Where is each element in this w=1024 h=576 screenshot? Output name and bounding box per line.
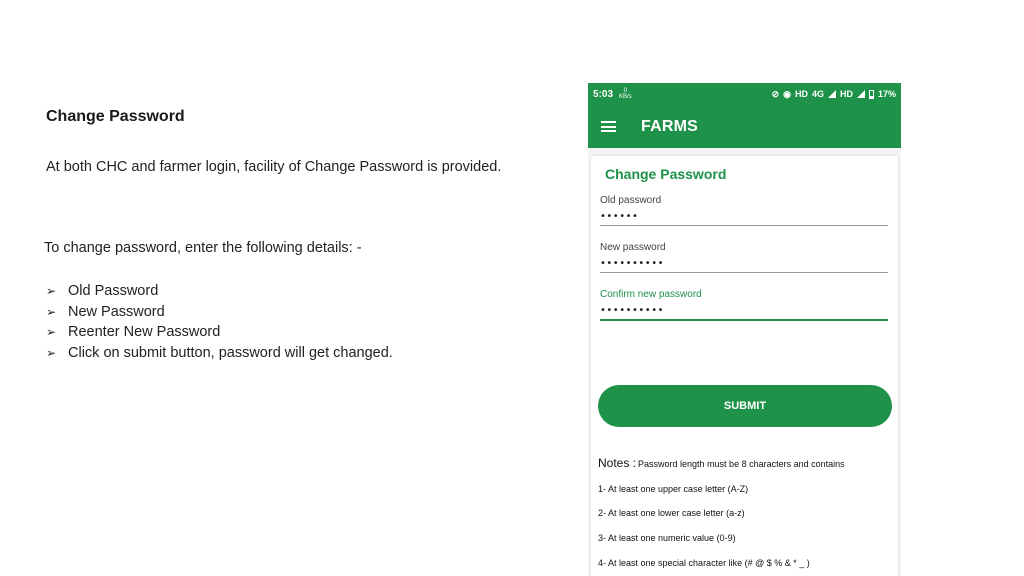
old-password-input[interactable]: •••••• <box>600 211 639 222</box>
hd-badge: HD <box>794 89 808 99</box>
password-notes <box>598 456 845 568</box>
confirm-password-label: Confirm new password <box>600 289 702 300</box>
field-underline <box>600 225 888 226</box>
notes-item: 4- At least one special character like (# @ $ % & * _ ) <box>598 558 810 568</box>
slide-intro-text: At both CHC and farmer login, facility of Change Password is provided. <box>46 159 502 175</box>
slide-title: Change Password <box>46 108 185 125</box>
new-password-label: New password <box>600 242 666 253</box>
slide-steps-intro: To change password, enter the following details: - <box>44 240 362 256</box>
field-underline-active <box>600 319 888 321</box>
list-item-text: Reenter New Password <box>68 324 221 340</box>
network-type: 4G <box>811 89 824 99</box>
list-item-text: Click on submit button, password will get changed. <box>68 344 393 361</box>
steps-list <box>46 281 393 363</box>
old-password-field[interactable] <box>600 195 888 226</box>
new-password-field[interactable] <box>600 242 888 273</box>
alarm-off-icon: ⊘ <box>771 88 780 99</box>
field-underline <box>600 272 888 273</box>
confirm-password-input[interactable]: •••••••••• <box>600 305 664 316</box>
status-bar <box>588 83 901 105</box>
hd-badge-2: HD <box>839 89 853 99</box>
hotspot-icon: ◉ <box>783 88 791 99</box>
list-item <box>46 302 393 323</box>
battery-icon <box>869 90 874 99</box>
battery-level: 17% <box>877 89 896 99</box>
app-title: FARMS <box>641 117 698 135</box>
arrow-bullet-icon: ➢ <box>46 345 57 360</box>
new-password-input[interactable]: •••••••••• <box>600 258 664 269</box>
notes-title: Notes : <box>598 456 637 470</box>
list-item <box>46 322 393 343</box>
hamburger-menu-icon[interactable] <box>601 121 616 132</box>
list-item-text: New Password <box>68 303 165 320</box>
list-item-text: Old Password <box>68 283 159 299</box>
status-time: 5:03 <box>593 88 614 100</box>
notes-item: 1- At least one upper case letter (A-Z) <box>598 484 749 494</box>
arrow-bullet-icon: ➢ <box>46 284 57 298</box>
confirm-password-field[interactable] <box>600 289 888 321</box>
arrow-bullet-icon: ➢ <box>46 325 57 339</box>
notes-summary: Password length must be 8 characters and contains <box>638 459 845 469</box>
phone-screenshot <box>588 83 901 576</box>
form-title: Change Password <box>605 166 727 182</box>
list-item <box>46 343 393 364</box>
app-bar <box>588 105 901 148</box>
data-rate <box>619 88 632 100</box>
notes-item: 3- At least one numeric value (0-9) <box>598 533 736 543</box>
signal-icon <box>828 90 836 98</box>
old-password-label: Old password <box>600 195 662 206</box>
data-rate-value: 0 <box>623 88 628 94</box>
list-item <box>46 281 393 302</box>
arrow-bullet-icon: ➢ <box>46 304 57 319</box>
data-rate-unit: KB/s <box>619 94 632 100</box>
change-password-card <box>591 156 898 576</box>
notes-item: 2- At least one lower case letter (a-z) <box>598 508 745 518</box>
signal-icon-2 <box>857 90 865 98</box>
submit-button[interactable]: SUBMIT <box>598 385 892 427</box>
